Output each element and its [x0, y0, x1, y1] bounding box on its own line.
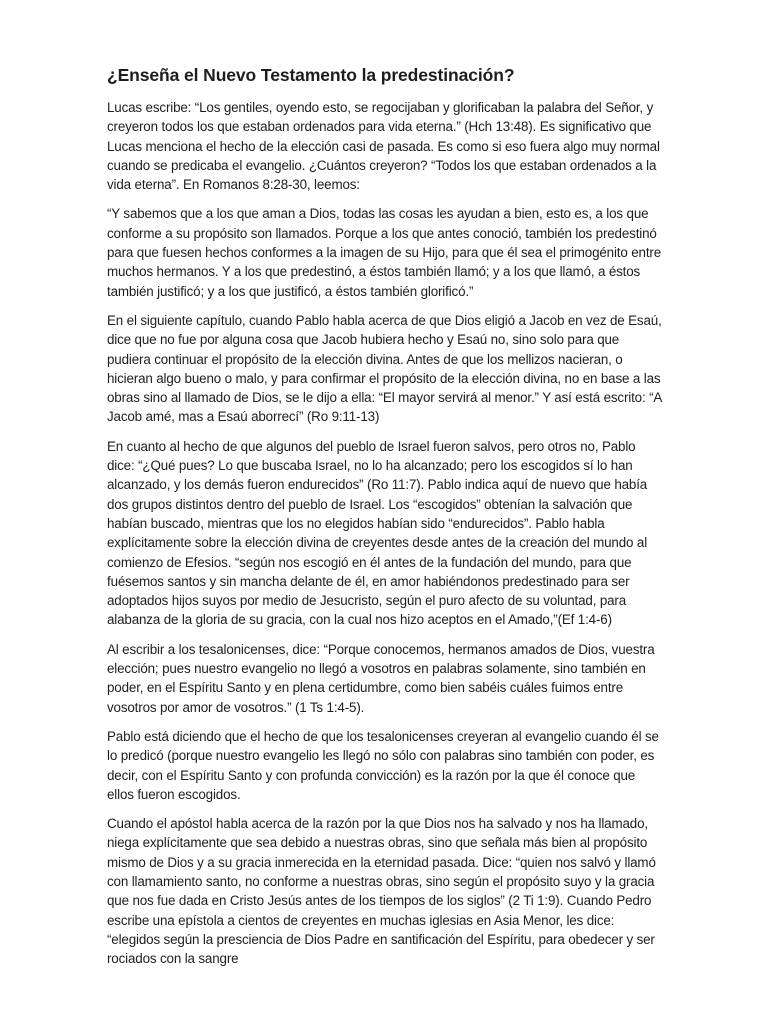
page-title: ¿Enseña el Nuevo Testamento la predestinación?: [107, 65, 515, 85]
paragraph: Pablo está diciendo que el hecho de que los tesalonicenses creyeran al evangelio cuando él se lo predicó (porque nuestro evangelio les llegó no sólo con palabras sino también con poder, es decir, con el Espíritu Santo y con profunda convicción) es la razón por la que él conoce que ellos fueron escogidos.: [107, 728, 659, 802]
paragraph: En cuanto al hecho de que algunos del pueblo de Israel fueron salvos, pero otros no, Pablo dice: “¿Qué pues? Lo que buscaba Israel, no lo ha alcanzado; pero los escogidos sí lo han alcanzado, y los demás fueron endurecidos” (Ro 11:7). Pablo indica aquí de nuevo que había dos grupos distintos dentro del pueblo de Israel. Los “escogidos” obtenían la salvación que habían buscado, mientras que los no elegidos habían sido “endurecidos”. Pablo habla explícitamente sobre la elección divina de creyentes desde antes de la creación del mundo al comienzo de Efesios. “según nos escogió en él antes de la fundación del mundo, para que fuésemos santos y sin mancha delante de él, en amor habiéndonos predestinado para ser adoptados hijos suyos por medio de Jesucristo, según el puro afecto de su voluntad, para alabanza de la gloria de su gracia, con la cual nos hizo aceptos en el Amado,”(Ef 1:4-6): [107, 438, 648, 628]
paragraph: Lucas escribe: “Los gentiles, oyendo esto, se regocijaban y glorificaban la palabra del Señor, y creyeron todos los que estaban ordenados para vida eterna.” (Hch 13:48). Es significativo que Lucas menciona el hecho de la elección casi de pasada. Es como si eso fuera algo muy normal cuando se predicaba el evangelio. ¿Cuántos creyeron? “Todos los que estaban ordenados a la vida eterna”. En Romanos 8:28-30, leemos:: [107, 100, 660, 193]
paragraph: Cuando el apóstol habla acerca de la razón por la que Dios nos ha salvado y nos ha llamado, niega explícitamente que sea debido a nuestras obras, sino que señala más bien al propósito mismo de Dios y a su gracia inmerecida en la eternidad pasada. Dice: “quien nos salvó y llamó con llamamiento santo, no conforme a nuestras obras, sino según el propósito suyo y la gracia que nos fue dada en Cristo Jesús antes de los tiempos de los siglos” (2 Ti 1:9). Cuando Pedro escribe una epístola a cientos de creyentes en muchas iglesias en Asia Menor, les dice: “elegidos según la presciencia de Dios Padre en santificación del Espíritu, para obedecer y ser rociados con la sangre: [107, 816, 656, 967]
document-page: [107, 62, 665, 978]
paragraph: “Y sabemos que a los que aman a Dios, todas las cosas les ayudan a bien, esto es, a los que conforme a su propósito son llamados. Porque a los que antes conoció, también los predestinó para que fuesen hechos conformes a la imagen de su Hijo, para que él sea el primogénito entre muchos hermanos. Y a los que predestinó, a éstos también llamó; y a los que llamó, a éstos también justificó; y a los que justificó, a éstos también glorificó.”: [107, 206, 662, 299]
paragraph: En el siguiente capítulo, cuando Pablo habla acerca de que Dios eligió a Jacob en vez de Esaú, dice que no fue por alguna cosa que Jacob hubiera hecho y Esaú no, sino solo para que pudiera continuar el propósito de la elección divina. Antes de que los mellizos nacieran, o hicieran algo bueno o malo, y para confirmar el propósito de la elección divina, no en base a las obras sino al llamado de Dios, se le dijo a ella: “El mayor servirá al menor.” Y así está escrito: “A Jacob amé, mas a Esaú aborrecí” (Ro 9:11-13): [107, 312, 662, 425]
paragraph: Al escribir a los tesalonicenses, dice: “Porque conocemos, hermanos amados de Dios, vuestra elección; pues nuestro evangelio no llegó a vosotros en palabras solamente, sino también en poder, en el Espíritu Santo y en plena certidumbre, como bien sabéis cuáles fuimos entre vosotros por amor de vosotros.” (1 Ts 1:4-5).: [107, 641, 655, 715]
